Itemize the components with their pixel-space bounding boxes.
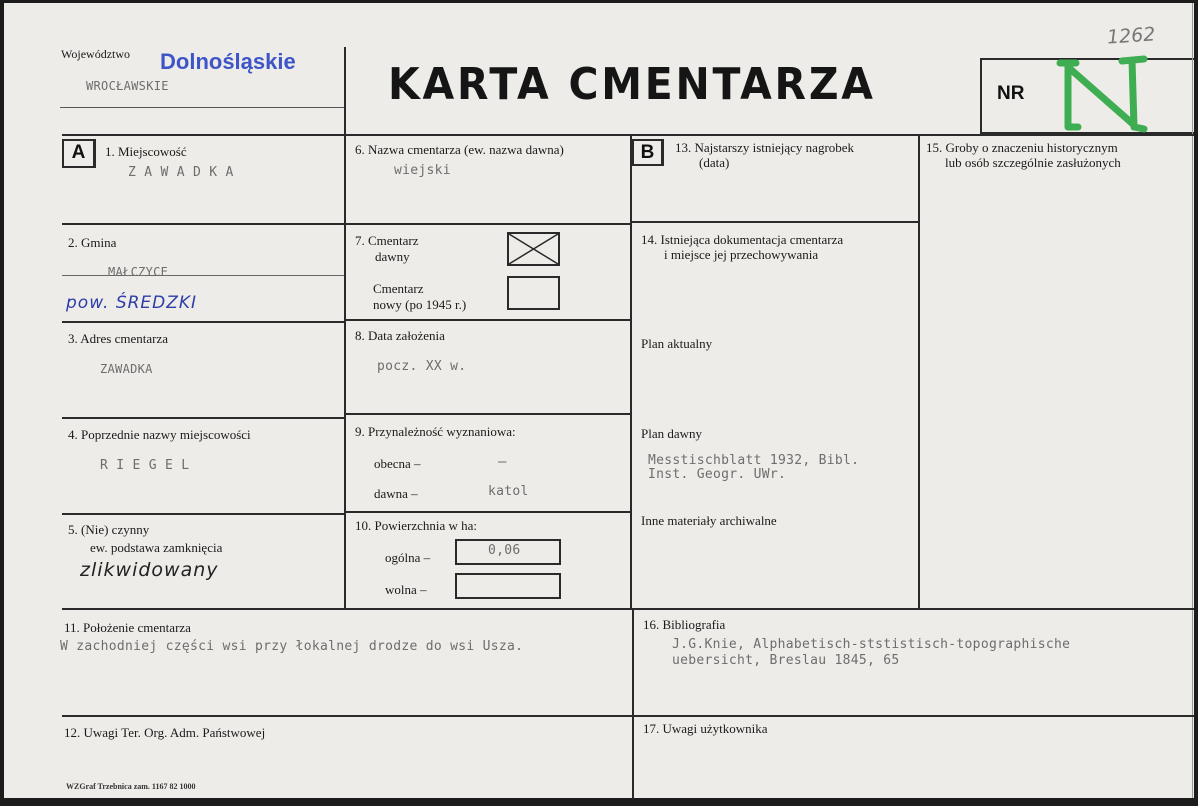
divider-v1 — [344, 47, 346, 610]
field-9-current-label: obecna – — [374, 456, 421, 471]
section-a-marker: A — [62, 139, 96, 168]
row-line-a5 — [62, 417, 344, 419]
cemetery-old-checkbox[interactable] — [507, 232, 560, 266]
row-line-a2 — [346, 223, 630, 225]
voivodeship-typed: WROCŁAWSKIE — [86, 79, 169, 93]
field-13-label-2: (data) — [699, 155, 730, 170]
field-3-label: 3. Adres cmentarza — [68, 331, 168, 346]
field-5-handwritten: zlikwidowany — [80, 559, 219, 581]
field-7-new-label: Cmentarz — [373, 281, 424, 296]
row-line-main-bottom — [62, 608, 1194, 610]
row-line-a7 — [62, 513, 344, 515]
row-line-b1 — [632, 221, 918, 223]
field-16-label: 16. Bibliografia — [643, 617, 726, 632]
field-15-label: 15. Groby o znaczeniu historycznym — [926, 140, 1118, 155]
field-2-label: 2. Gmina — [68, 235, 117, 250]
field-14-label: 14. Istniejąca dokumentacja cmentarza — [641, 232, 844, 247]
cemetery-new-checkbox[interactable] — [507, 276, 560, 310]
field-15-label-2: lub osób szczególnie zasłużonych — [945, 155, 1121, 170]
field-6-label: 6. Nazwa cmentarza (ew. nazwa dawna) — [355, 142, 564, 157]
field-14-label-2: i miejsce jej przechowywania — [664, 247, 819, 262]
plan-former-value: Messtischblatt 1932, Bibl. — [648, 453, 860, 468]
plan-former-label: Plan dawny — [641, 426, 703, 441]
field-7-label-2: dawny — [375, 249, 410, 264]
archive-number: 1262 — [1106, 23, 1157, 49]
field-6-value: wiejski — [394, 163, 451, 178]
field-3-value: ZAWADKA — [100, 362, 153, 376]
field-16-value: J.G.Knie, Alphabetisch-ststistisch-topographische — [672, 637, 1071, 652]
field-7-label: 7. Cmentarz — [355, 233, 419, 248]
other-materials-label: Inne materiały archiwalne — [641, 513, 777, 528]
plan-current-label: Plan aktualny — [641, 336, 713, 351]
field-5-label-2: ew. podstawa zamknięcia — [90, 540, 223, 555]
field-5-label: 5. (Nie) czynny — [68, 522, 150, 537]
field-2-value: MAŁCZYCE — [108, 265, 169, 279]
field-10-free-label: wolna – — [385, 582, 427, 597]
voivodeship-label: Województwo — [61, 47, 131, 61]
gmina-underline — [62, 275, 344, 276]
card-title: KARTA CMENTARZA — [388, 59, 876, 110]
field-12-label: 12. Uwagi Ter. Org. Adm. Państwowej — [64, 725, 266, 740]
field-4-value: R I E G E L — [100, 458, 190, 473]
field-4-label: 4. Poprzednie nazwy miejscowości — [68, 427, 251, 442]
header-bottom-line — [62, 134, 1194, 136]
field-8-value: pocz. XX w. — [377, 359, 467, 374]
field-10-total-label: ogólna – — [385, 550, 431, 565]
cemetery-card — [4, 3, 1194, 798]
field-9-former-value: katol — [488, 484, 529, 499]
divider-v3 — [918, 134, 920, 610]
field-13-label: 13. Najstarszy istniejący nagrobek — [675, 140, 855, 155]
field-9-former-label: dawna – — [374, 486, 418, 501]
field-1-value: Z A W A D K A — [128, 165, 234, 180]
field-7-new-label-2: nowy (po 1945 r.) — [373, 297, 467, 312]
row-line-11-16 — [62, 715, 1194, 717]
row-line-a8 — [346, 511, 630, 513]
nr-green-letter-icon — [1052, 55, 1152, 135]
row-line-a4 — [346, 319, 630, 321]
field-11-label: 11. Położenie cmentarza — [64, 620, 191, 635]
field-9-label: 9. Przynależność wyznaniowa: — [355, 424, 516, 439]
section-b-marker: B — [632, 139, 664, 166]
plan-former-value-2: Inst. Geogr. UWr. — [648, 467, 787, 482]
field-9-current-value: – — [498, 454, 507, 470]
field-10-label: 10. Powierzchnia w ha: — [355, 518, 478, 533]
row-line-a3 — [62, 321, 344, 323]
right-edge — [1192, 3, 1193, 798]
field-10-free-box[interactable] — [455, 573, 561, 599]
voivodeship-underline — [60, 107, 346, 108]
field-1-label: 1. Miejscowość — [105, 144, 187, 159]
field-2-handwritten: pow. ŚREDZKI — [66, 293, 198, 313]
divider-v4 — [632, 610, 634, 799]
printer-imprint: WZGraf Trzebnica zam. 1167 82 1000 — [66, 782, 196, 791]
nr-label: NR — [997, 83, 1025, 104]
voivodeship-stamp: Dolnośląskie — [160, 49, 296, 74]
field-16-value-2: uebersicht, Breslau 1845, 65 — [672, 653, 900, 668]
row-line-a1 — [62, 223, 344, 225]
field-8-label: 8. Data założenia — [355, 328, 445, 343]
field-10-total-value: 0,06 — [488, 543, 521, 558]
row-line-a6 — [346, 413, 630, 415]
field-17-label: 17. Uwagi użytkownika — [643, 721, 768, 736]
divider-v2 — [630, 134, 632, 610]
field-11-value: W zachodniej części wsi przy łokalnej drodze do wsi Usza. — [60, 639, 524, 654]
